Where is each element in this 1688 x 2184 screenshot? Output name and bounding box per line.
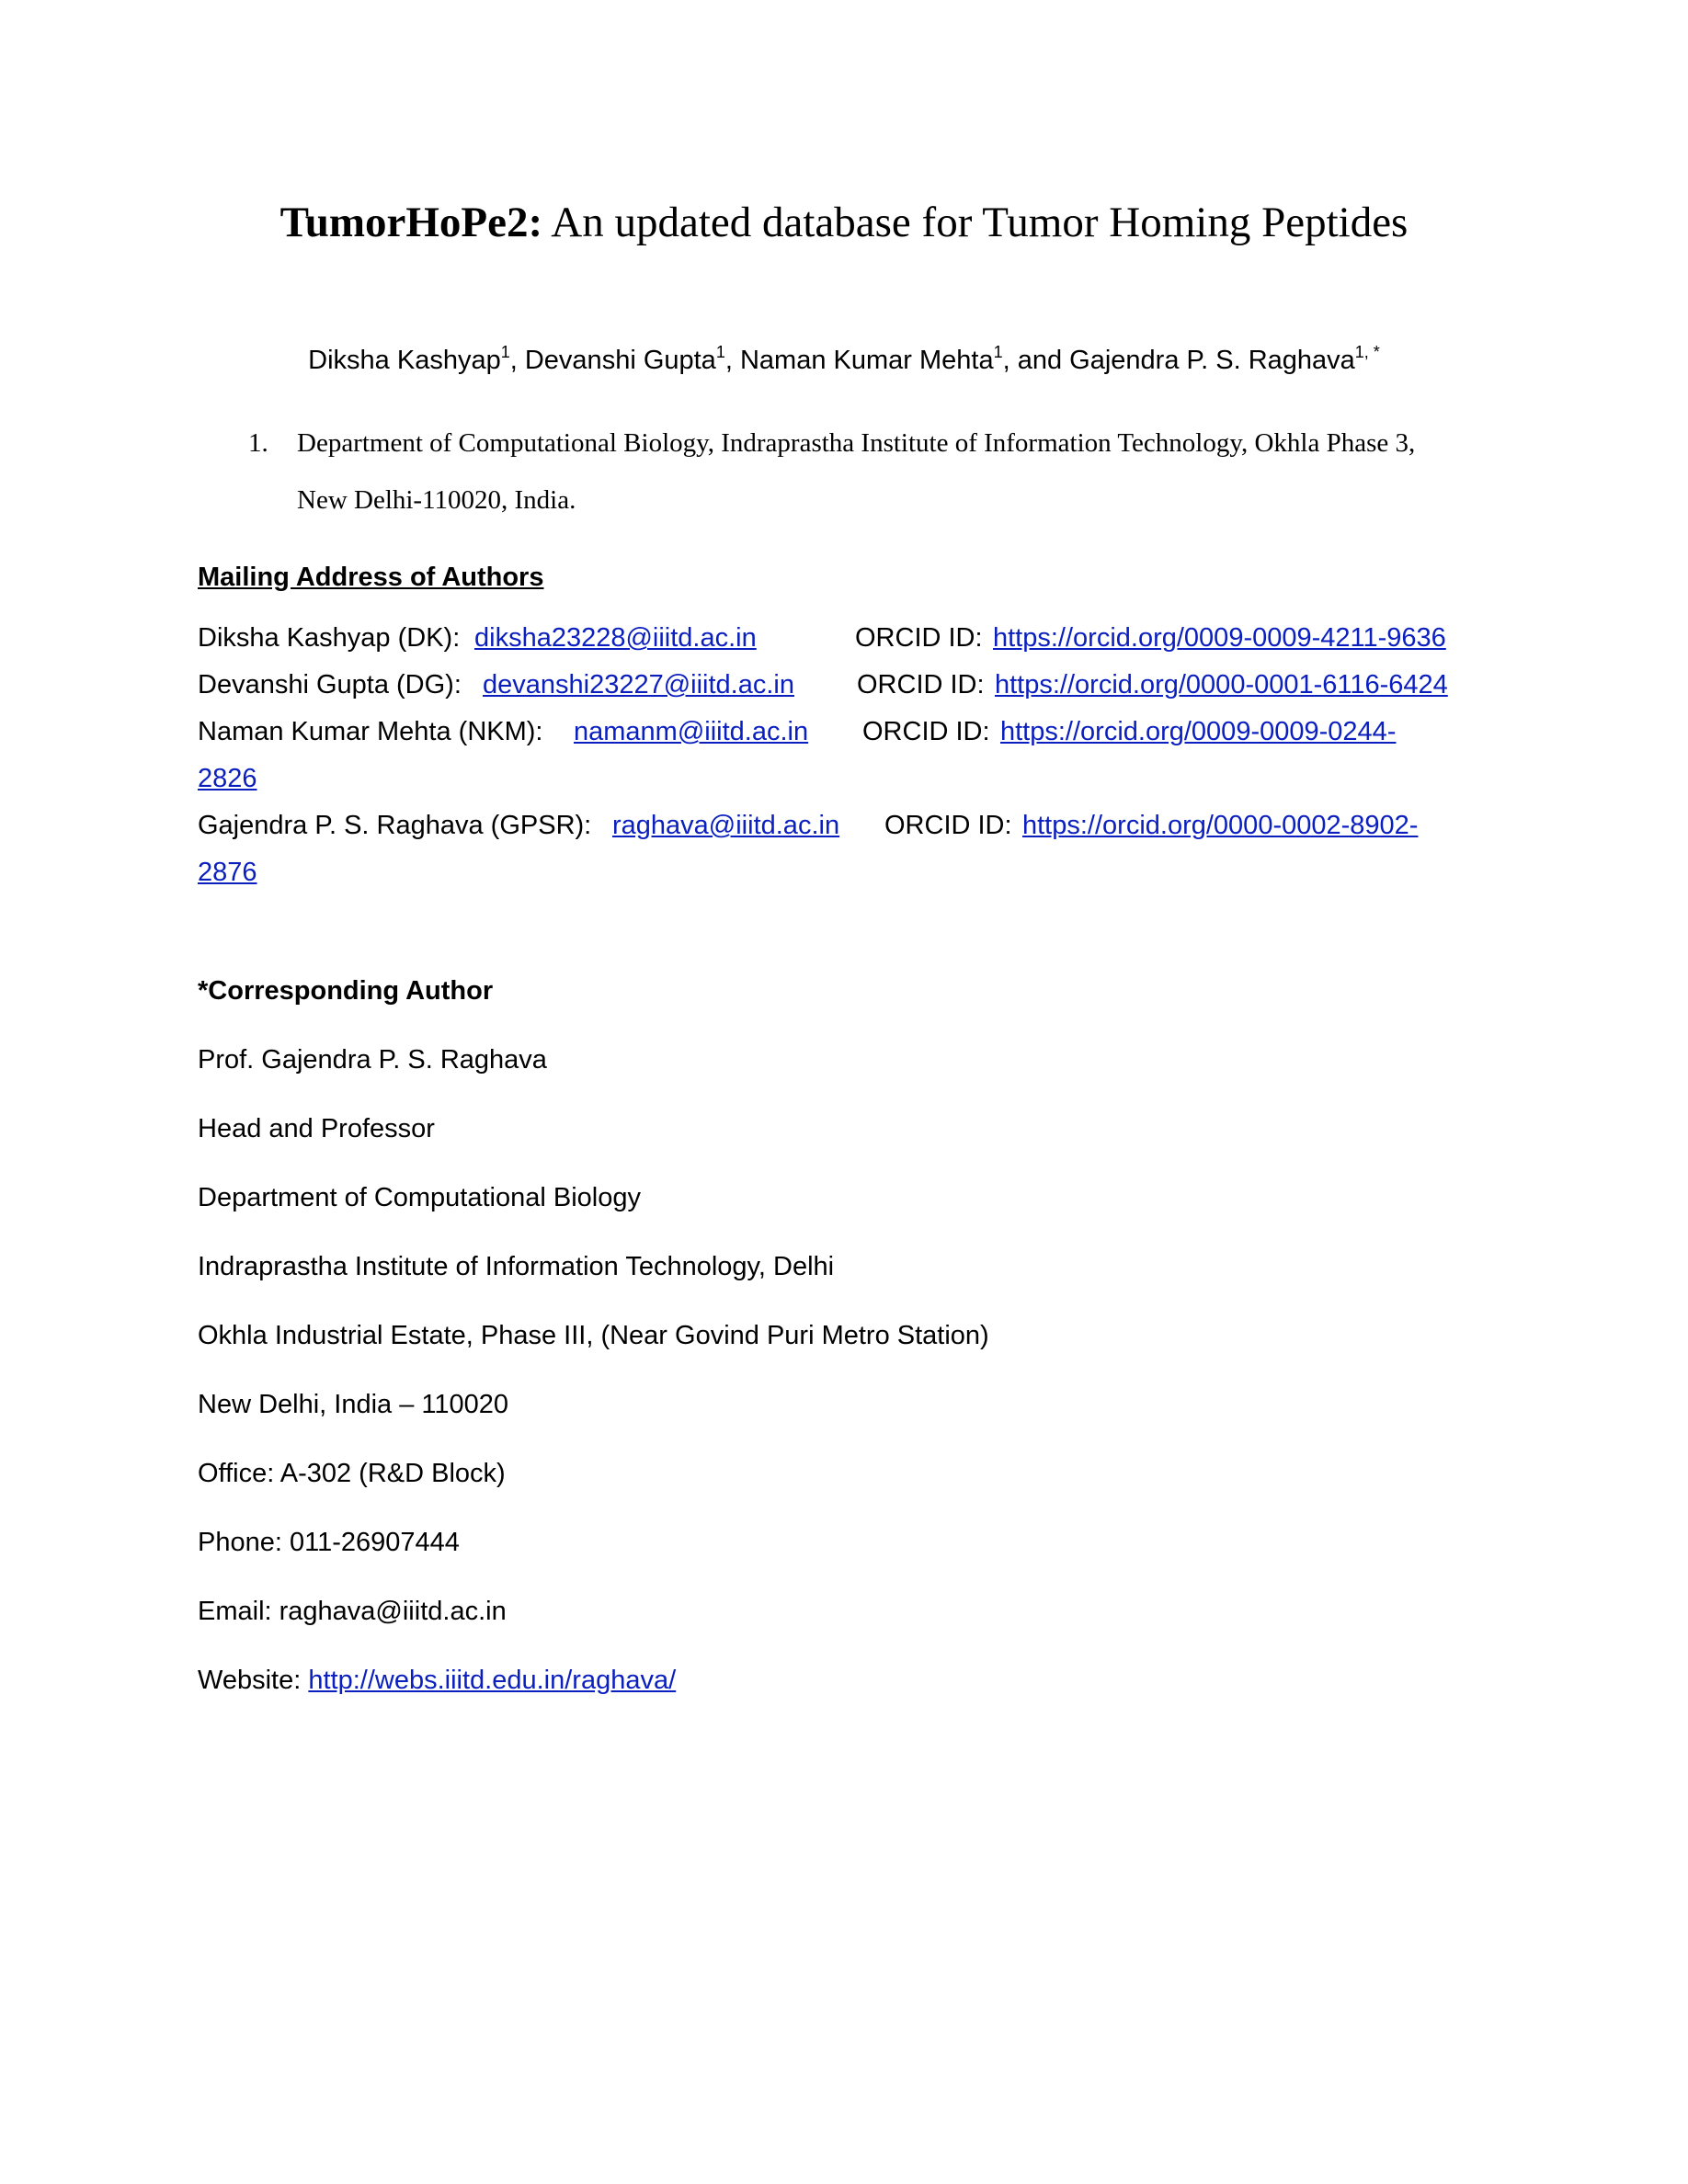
paper-title-rest: An updated database for Tumor Homing Peptides (542, 199, 1409, 246)
corresponding-department: Department of Computational Biology (198, 1183, 641, 1212)
corresponding-website (198, 1662, 676, 1699)
author-contact-label: Diksha Kashyap (DK): (198, 623, 461, 653)
author-separator: , (724, 346, 740, 375)
website-label: Website: (198, 1666, 309, 1695)
author-email-link[interactable]: raghava@iiitd.ac.in (612, 811, 840, 840)
affiliation-line-2: New Delhi-110020, India. (297, 485, 576, 515)
mailing-heading: Mailing Address of Authors (198, 563, 544, 592)
author-affiliation-mark: 1, * (1354, 343, 1380, 361)
orcid-link[interactable]: https://orcid.org/0009-0009-4211-9636 (993, 623, 1446, 653)
corresponding-name: Prof. Gajendra P. S. Raghava (198, 1045, 547, 1075)
orcid-label: ORCID ID: (855, 623, 983, 653)
orcid-link[interactable]: https://orcid.org/0009-0009-0244- (1000, 717, 1397, 746)
author-affiliation-mark: 1 (715, 343, 725, 361)
paper-title-bold: TumorHoPe2: (279, 199, 543, 246)
corresponding-heading: *Corresponding Author (198, 976, 494, 1006)
corresponding-city: New Delhi, India – 110020 (198, 1390, 509, 1419)
author-name: Diksha Kashyap (308, 346, 501, 375)
author-contact-label: Naman Kumar Mehta (NKM): (198, 717, 543, 746)
author-affiliation-mark: 1 (993, 343, 1003, 361)
website-link[interactable]: http://webs.iiitd.edu.in/raghava/ (308, 1666, 677, 1695)
author-separator: , and (1002, 346, 1070, 375)
author-name: Gajendra P. S. Raghava (1069, 346, 1355, 375)
author-separator: , (509, 346, 525, 375)
corresponding-position: Head and Professor (198, 1114, 435, 1143)
orcid-label: ORCID ID: (884, 811, 1012, 840)
orcid-label: ORCID ID: (862, 717, 990, 746)
orcid-link[interactable]: https://orcid.org/0000-0001-6116-6424 (995, 670, 1448, 700)
orcid-link-continuation[interactable]: 2826 (198, 764, 257, 793)
author-contact-label: Gajendra P. S. Raghava (GPSR): (198, 811, 592, 840)
orcid-link-continuation[interactable]: 2876 (198, 858, 257, 887)
affiliation-line-1: Department of Computational Biology, Indraprastha Institute of Information Technology, Okhla Phase 3, (297, 428, 1416, 458)
author-name: Devanshi Gupta (524, 346, 716, 375)
author-email-link[interactable]: devanshi23227@iiitd.ac.in (483, 670, 794, 700)
corresponding-institute: Indraprastha Institute of Information Technology, Delhi (198, 1252, 835, 1281)
corresponding-email: Email: raghava@iiitd.ac.in (198, 1597, 507, 1626)
affiliation-number: 1. (248, 428, 268, 458)
author-affiliation-mark: 1 (500, 343, 510, 361)
author-contact-label: Devanshi Gupta (DG): (198, 670, 462, 700)
author-list (0, 342, 1688, 379)
corresponding-office: Office: A-302 (R&D Block) (198, 1459, 506, 1488)
orcid-link[interactable]: https://orcid.org/0000-0002-8902- (1022, 811, 1419, 840)
author-email-link[interactable]: diksha23228@iiitd.ac.in (474, 623, 757, 653)
author-name: Naman Kumar Mehta (739, 346, 994, 375)
author-email-link[interactable]: namanm@iiitd.ac.in (574, 717, 809, 746)
orcid-label: ORCID ID: (857, 670, 985, 700)
paper-title (0, 195, 1688, 250)
corresponding-phone: Phone: 011-26907444 (198, 1528, 460, 1557)
corresponding-address: Okhla Industrial Estate, Phase III, (Near Govind Puri Metro Station) (198, 1321, 989, 1350)
